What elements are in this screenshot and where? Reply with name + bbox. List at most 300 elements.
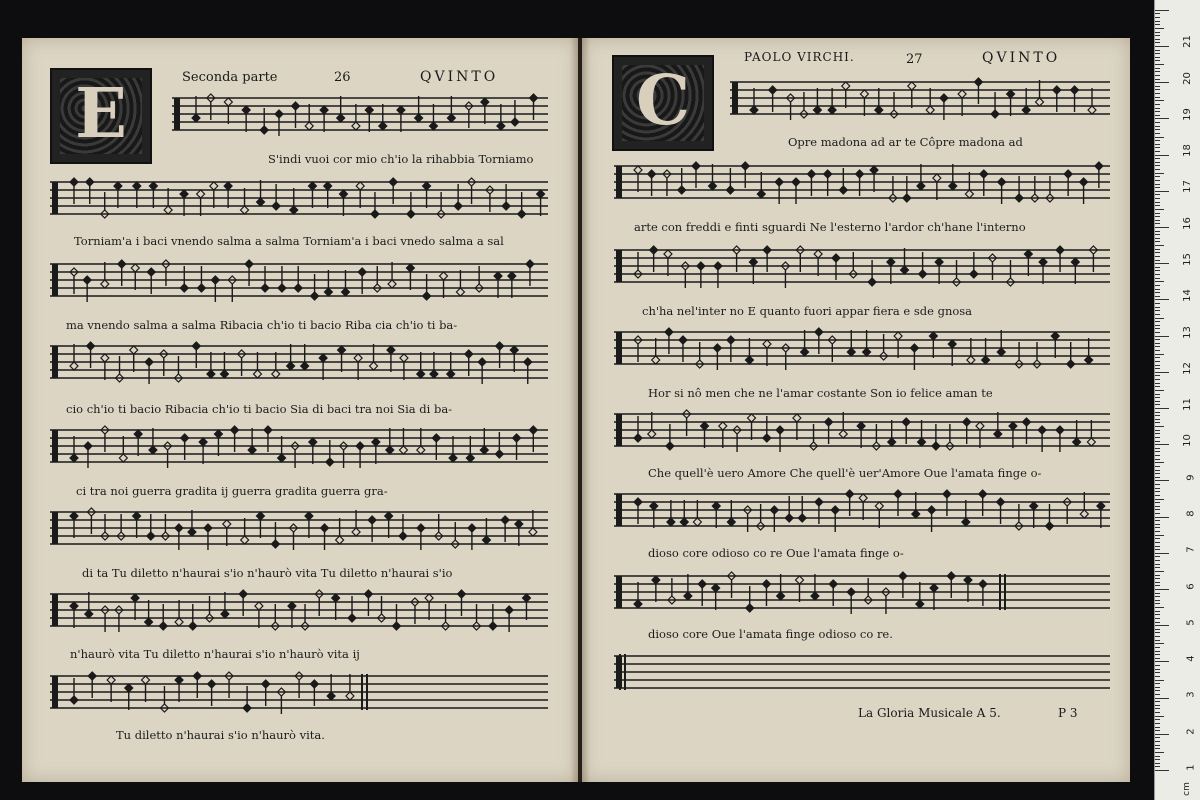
ruler-tick [1155,238,1160,239]
note-head [86,178,94,186]
clef-symbol [52,594,58,626]
note-head [796,576,804,584]
ruler-tick [1155,296,1160,297]
ruler-tick [1155,75,1160,76]
ruler-tick [1155,593,1160,594]
ruler-tick [1155,564,1160,565]
music-staff [614,410,1110,452]
note-head [501,516,509,524]
initial-letter-left: E [75,74,127,154]
ruler-mark: 20 [1182,71,1194,85]
ruler-tick [1155,727,1160,728]
note-head [1030,502,1038,510]
ruler-tick [1155,730,1160,731]
note-head [432,434,440,442]
ruler-tick [1155,325,1160,326]
note-head [943,490,951,498]
note-head [513,434,521,442]
ruler-tick [1155,491,1160,492]
note-head [159,622,167,630]
ruler-tick [1155,187,1160,188]
ruler-tick [1155,422,1160,423]
note-head [305,122,313,130]
ruler-tick [1155,520,1160,521]
ruler-tick [1155,28,1164,29]
ruler-tick [1155,680,1164,681]
ruler-tick [1155,766,1160,767]
ruler-tick [1155,451,1160,452]
note-head [868,278,876,286]
ruler-tick [1155,227,1169,228]
ruler-tick [1155,687,1160,688]
note-head [815,328,823,336]
note-head [327,692,335,700]
note-head [272,370,280,378]
note-head [839,430,847,438]
note-head [324,182,332,190]
ruler-tick [1155,267,1160,268]
lyric-line: ci tra noi guerra gradita ij guerra gradita guerra gra- [76,484,388,498]
lyric-line: cio ch'io ti bacio Ribacia ch'io ti bacio Sia di baci tra noi Sia di ba- [66,402,453,416]
ruler-tick [1155,231,1160,232]
ruler-mark: 5 [1185,619,1197,626]
note-head [1080,178,1088,186]
note-head [494,272,502,280]
ruler-tick [1155,32,1160,33]
ruler-tick [1155,636,1160,637]
note-head [763,340,771,348]
note-head [918,438,926,446]
ruler-tick [1155,658,1160,659]
ruler-tick [1155,734,1169,735]
note-head [336,536,344,544]
note-head [680,518,688,526]
lyric-line: n'haurò vita Tu diletto n'haurai s'io n'haurò vita ij [70,647,360,661]
ruler-tick [1155,716,1164,717]
note-head [935,258,943,266]
ruler-tick [1155,147,1160,148]
note-head [262,680,270,688]
ruler-tick [1155,542,1160,543]
ruler-tick [1155,89,1160,90]
note-head [919,270,927,278]
note-head [447,114,455,122]
note-head [85,610,93,618]
ruler-tick [1155,502,1160,503]
ruler-tick [1155,42,1160,43]
note-head [221,610,229,618]
ruler-tick [1155,194,1160,195]
ruler-tick [1155,328,1160,329]
ruler-unit: cm [1182,782,1193,796]
ruler-tick [1155,596,1160,597]
note-head [319,354,327,362]
ruler-tick [1155,205,1160,206]
note-head [70,512,78,520]
note-head [698,580,706,588]
composer-name: PAOLO VIRCHI. [744,50,855,64]
note-head [447,370,455,378]
note-head [1022,418,1030,426]
ruler-tick [1155,155,1169,156]
note-head [407,210,415,218]
ruler-tick [1155,241,1160,242]
note-head [887,258,895,266]
ruler-tick [1155,64,1164,65]
ruler-mark: 3 [1185,691,1197,699]
note-head [709,182,717,190]
note-head [449,454,457,462]
note-head [979,490,987,498]
note-head [1073,438,1081,446]
ruler-tick [1155,115,1160,116]
ruler-tick [1155,292,1160,293]
note-head [417,370,425,378]
note-head [949,182,957,190]
ruler-mark: 16 [1182,216,1194,230]
ruler-tick [1155,383,1160,384]
note-head [508,272,516,280]
ruler-tick [1155,759,1160,760]
note-head [526,260,534,268]
ruler-tick [1155,466,1160,467]
clef-symbol [616,332,622,364]
note-head [1039,258,1047,266]
ruler-tick [1155,245,1164,246]
note-head [678,186,686,194]
note-head [311,292,319,300]
note-head [220,370,228,378]
note-head [387,346,395,354]
note-head [980,170,988,178]
ruler-tick [1155,665,1160,666]
ruler-tick [1155,202,1160,203]
note-head [537,190,545,198]
note-head [666,442,674,450]
note-head [346,692,354,700]
note-head [727,518,735,526]
ruler-tick [1155,82,1169,83]
ruler-tick [1155,567,1160,568]
collection-title: La Gloria Musicale A 5. [858,706,1001,720]
note-head [417,446,425,454]
note-head [337,114,345,122]
ruler-mark: 11 [1182,398,1194,412]
note-head [692,162,700,170]
ruler-tick [1155,346,1160,347]
note-head [901,266,909,274]
ruler-tick [1155,350,1160,351]
ruler-tick [1155,737,1160,738]
note-head [529,426,537,434]
note-head [807,170,815,178]
note-head [748,414,756,422]
note-head [164,206,172,214]
note-head [664,250,672,258]
note-head [798,514,806,522]
note-head [505,606,513,614]
ruler-mark: 14 [1182,289,1194,303]
note-head [175,618,183,626]
note-head [510,346,518,354]
note-head [478,358,486,366]
ruler-tick [1155,256,1160,257]
ruler-tick [1155,140,1160,141]
note-head [801,348,809,356]
ruler-tick [1155,444,1169,445]
ruler-tick [1155,35,1160,36]
note-head [397,106,405,114]
note-head [131,264,139,272]
ruler-tick [1155,169,1160,170]
ruler-tick [1155,571,1164,572]
note-head [211,276,219,284]
ruler-tick [1155,770,1169,771]
note-head [857,422,865,430]
note-head [994,430,1002,438]
note-head [970,270,978,278]
note-head [210,182,218,190]
ruler-tick [1155,477,1160,478]
ruler-tick [1155,108,1160,109]
note-head [288,602,296,610]
note-head [965,190,973,198]
note-head [275,110,283,118]
lyric-line: S'indi vuoi cor mio ch'io la rihabbia Torniamo [268,152,534,166]
ruler-tick [1155,263,1169,264]
ruler-tick [1155,441,1160,442]
ruler-tick [1155,158,1160,159]
ruler-tick [1155,629,1160,630]
note-head [348,614,356,622]
ruler-tick [1155,220,1160,221]
ruler-mark: 8 [1185,510,1197,517]
note-head [364,590,372,598]
ruler-tick [1155,252,1160,253]
note-head [365,106,373,114]
note-head [188,528,196,536]
note-head [745,356,753,364]
ruler-tick [1155,339,1160,340]
ruler-tick [1155,553,1169,554]
note-head [842,82,850,90]
note-head [714,262,722,270]
note-head [1053,86,1061,94]
note-head [634,434,642,442]
ruler-mark: 13 [1182,325,1194,339]
note-head [261,284,269,292]
note-head [192,342,200,350]
clef-symbol [616,494,622,526]
note-head [825,418,833,426]
ruler-mark: 17 [1182,180,1194,194]
ruler-tick [1155,184,1160,185]
lyric-line: Torniam'a i baci vnendo salma a salma Torniam'a i baci vnedo salma a sal [74,234,504,248]
ruler-tick [1155,582,1160,583]
ruler-mark: 19 [1182,107,1194,121]
note-head [726,186,734,194]
note-head [652,356,660,364]
signature-mark: P 3 [1058,706,1078,720]
note-head [356,442,364,450]
ruler-tick [1155,535,1164,536]
ruler-tick [1155,462,1164,463]
note-head [338,346,346,354]
note-head [860,90,868,98]
music-staff [50,426,548,468]
note-head [400,354,408,362]
ruler-tick [1155,104,1160,105]
note-head [902,418,910,426]
note-head [180,284,188,292]
note-head [130,346,138,354]
note-head [763,246,771,254]
note-head [998,178,1006,186]
ruler-tick [1155,473,1160,474]
note-head [278,454,286,462]
note-head [741,162,749,170]
note-head [665,328,673,336]
ruler-tick [1155,278,1160,279]
note-head [84,442,92,450]
lyric-line: di ta Tu diletto n'haurai s'io n'haurò vita Tu diletto n'haurai s'io [82,566,453,580]
clef-symbol [52,676,58,708]
note-head [175,524,183,532]
ruler-tick [1155,741,1160,742]
ruler-tick [1155,100,1164,101]
note-head [339,190,347,198]
clef-symbol [616,414,622,446]
note-head [147,268,155,276]
note-head [1095,162,1103,170]
clef-symbol [174,98,180,130]
ruler-tick [1155,408,1169,409]
clef-symbol [52,264,58,296]
note-head [223,520,231,528]
ruler-tick [1155,430,1160,431]
ruler-tick [1155,412,1160,413]
ruler-tick [1155,495,1160,496]
ruler-tick [1155,213,1160,214]
note-head [290,206,298,214]
note-head [634,600,642,608]
note-head [354,354,362,362]
note-head [482,536,490,544]
ruler-tick [1155,118,1169,119]
note-head [634,498,642,506]
note-head [652,576,660,584]
note-head [749,258,757,266]
lyric-line: Che quell'è uero Amore Che quell'è uer'Amore Oue l'amata finge o- [648,466,1042,480]
note-head [242,106,250,114]
ruler-tick [1155,499,1164,500]
note-head [224,98,232,106]
note-head [917,182,925,190]
note-head [962,518,970,526]
note-head [149,182,157,190]
note-head [256,512,264,520]
note-head [264,426,272,434]
note-head [83,276,91,284]
note-head [769,86,777,94]
music-staff [50,672,548,714]
note-head [133,512,141,520]
music-staff [50,590,548,632]
lyric-line: Opre madona ad ar te Côpre madona ad [788,135,1023,149]
note-head [175,676,183,684]
note-head [406,264,414,272]
ruler-tick [1155,690,1160,691]
note-head [648,170,656,178]
note-head [70,362,78,370]
ruler-tick [1155,21,1160,22]
note-head [87,342,95,350]
ruler-tick [1155,618,1160,619]
ruler-tick [1155,13,1160,14]
ruler-tick [1155,314,1160,315]
note-head [131,594,139,602]
ruler-tick [1155,310,1160,311]
note-head [746,604,754,612]
note-head [255,602,263,610]
note-head [634,166,642,174]
note-head [679,336,687,344]
music-staff [614,246,1110,288]
note-head [70,696,78,704]
lyric-line: dioso core Oue l'amata finge odioso co re. [648,627,893,641]
note-head [379,122,387,130]
note-head [863,348,871,356]
note-head [693,518,701,526]
part-label: Seconda parte [182,70,278,85]
ruler-tick [1155,712,1160,713]
ruler-tick [1155,603,1160,604]
note-head [231,426,239,434]
ruler-tick [1155,60,1160,61]
note-head [149,446,157,454]
note-head [727,336,735,344]
note-head [192,114,200,122]
ruler-tick [1155,209,1164,210]
note-head [839,186,847,194]
note-head [142,676,150,684]
voice-label-left: QVINTO [420,69,499,85]
note-head [324,288,332,296]
note-head [1071,86,1079,94]
ruler-tick [1155,285,1160,286]
music-staff [614,328,1110,370]
note-head [440,272,448,280]
note-head [899,572,907,580]
note-head [326,458,334,466]
note-head [967,356,975,364]
ruler-tick [1155,57,1160,58]
note-head [214,430,222,438]
note-head [948,340,956,348]
ruler-tick [1155,698,1169,699]
lyric-line: Hor si nô men che ne l'amar costante Son io felice aman te [648,386,993,400]
ruler-tick [1155,336,1169,337]
note-head [415,114,423,122]
note-head [497,122,505,130]
note-head [489,622,497,630]
ruler-mark: 2 [1185,728,1197,735]
ruler-tick [1155,223,1160,224]
ruler-tick [1155,234,1160,235]
ruler-tick [1155,354,1164,355]
note-head [814,250,822,258]
note-head [1045,522,1053,530]
